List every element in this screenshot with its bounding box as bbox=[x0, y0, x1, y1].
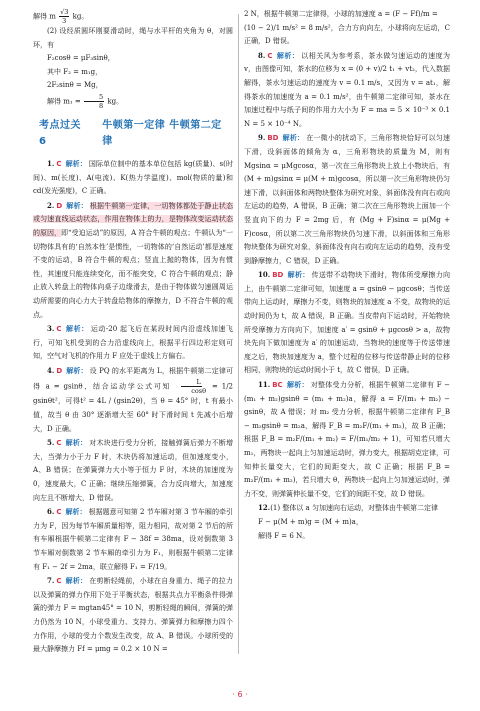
answer-letter: BC bbox=[272, 381, 283, 390]
answer-item bbox=[33, 505, 233, 574]
answer-letter: C bbox=[56, 577, 62, 586]
question-number: 3. bbox=[47, 324, 55, 334]
analysis-label: 解析： bbox=[282, 134, 305, 143]
question-number: 7. bbox=[47, 576, 55, 586]
section-label: 考点过关 6 bbox=[39, 119, 81, 147]
section-topic: 牛顿第一定律 牛顿第二定律 bbox=[102, 119, 222, 147]
analysis-label: 解析： bbox=[65, 325, 89, 334]
question-number: 2. bbox=[47, 200, 55, 210]
equation: 2F₂sinθ = Mg， bbox=[47, 81, 103, 90]
question-number: 5. bbox=[47, 438, 55, 448]
analysis-label: 解析： bbox=[65, 159, 87, 168]
equation: F − μ(M + m)g = (M + m)a， bbox=[258, 517, 363, 526]
text: kg。 bbox=[72, 12, 89, 21]
denominator: 3 bbox=[62, 17, 67, 25]
analysis-text: (1) 整体以 a 匀加速向右运动，对整体由牛顿第二定律 bbox=[270, 504, 438, 513]
answer-letter: C bbox=[267, 51, 273, 60]
answer-item bbox=[33, 574, 233, 657]
analysis-text: 对木块进行受力分析，接触弹簧后弹力不断增大，当弹力小于力 F 时，木块仍将加速运动，但加速度变小，A、B 错误；在弹簧弹力大小等于恒力 F 时，木块的加速度为 0，速度最大，C 正确；继续压缩弹簧，合力反向增大，加速度向左且不断增大，D 错误。 bbox=[33, 439, 234, 502]
question-number: 10. bbox=[258, 270, 271, 280]
answer-letter: C bbox=[56, 325, 62, 334]
answer-item bbox=[244, 378, 450, 501]
answer-item bbox=[244, 131, 450, 268]
right-column bbox=[244, 8, 450, 543]
analysis-text: 在一微小的扰动下，三角形物块恰好可以匀速下滑，设斜面体的倾角为 α，三角形物块的质量为 M，则有 Mgsinα = μMgcosα，第一次在三角形物块上放上小物块后，有 (M + m)gsinα = μ(M + m)gcosα，所以第一次三角形物块仍匀速下滑，以斜面体和两物块整体为研究对象，斜面体没有向右或向左运动的趋势，A 错误，B 正确；第二次在三角形物块上面加一个竖直向下的力 F = 2mg 后，有 (Mg + F)sinα = μ(Mg + F)cosα，所以第二次三角形物块仍匀速下滑，以斜面体和三角形物块整体为研究对象，斜面体没有向右或向左运动的趋势，没有受到静摩擦力，C 错误，D 正确。 bbox=[244, 134, 451, 265]
text: 解得 m bbox=[33, 12, 56, 21]
analysis-text: t² = 4L / (gsin2θ)，当 θ = 45° 时，t 有最小值，故当 θ 由 30° 逐渐增大至 60° 时下滑时间 t 先减小后增大，D 正确。 bbox=[33, 397, 233, 433]
denominator: 8 bbox=[98, 101, 104, 110]
numerator: √3 bbox=[60, 8, 69, 16]
highlighted-text: 根据牛顿第一定律，一切物体都处于静止状态或匀速直线运动状态，作用在物体上的力，是物体改变运动状态的原因， bbox=[33, 201, 234, 237]
question-number: 6. bbox=[47, 507, 55, 517]
solution-line bbox=[33, 93, 233, 110]
analysis-label: 解析： bbox=[66, 201, 88, 210]
analysis-text: 设 PQ 的水平距离为 L，根据牛顿第二定律可得 a = gsinθ，结合运动学公式可知 bbox=[33, 366, 233, 391]
analysis-text: 在剪断轻绳前，小球在自身重力、绳子的拉力以及弹簧的弹力作用下处于平衡状态，根据共点力平衡条件得弹簧的弹力 F = mgtan45° = 10 N，剪断轻绳的瞬间，弹簧的弹力仍然为 10 N，小球受重力、支持力、弹簧弹力和摩擦力四个力作用，小球的受力个数发生改变，故 A、B 错误。小球所受的最大静摩擦力 Ff = μmg = 0.2 × 10 N = bbox=[33, 577, 234, 654]
analysis-label: 解析： bbox=[65, 439, 88, 448]
question-number: 4. bbox=[47, 365, 55, 375]
analysis-label: 解析： bbox=[65, 508, 87, 517]
left-column bbox=[33, 8, 233, 657]
paragraph: (10 − 2)/1 m/s² = 8 m/s²，合力方向向左，小球将向左运动，C 正确，D 错误。 bbox=[244, 23, 450, 46]
equation-text: = 1/2 gsinθt²，可得 bbox=[33, 382, 234, 406]
question-number: 11. bbox=[258, 380, 271, 390]
page-number: · 6 · bbox=[232, 690, 248, 699]
fraction bbox=[176, 378, 207, 395]
equation: 解得 F = 6 N。 bbox=[258, 531, 310, 540]
analysis-label: 解析： bbox=[276, 51, 300, 60]
numerator: 5 bbox=[84, 93, 104, 102]
question-number: 9. bbox=[258, 133, 266, 143]
answer-item bbox=[33, 436, 233, 505]
answer-item bbox=[33, 322, 233, 364]
fraction bbox=[84, 93, 104, 110]
analysis-text: 运动-20 起飞后在某段时间内沿虚线加速飞行，可知飞机受到的合力沿虚线向上，根据平行四边形定则可知，空气对飞机的作用力 F 应处于虚线上方偏右。 bbox=[33, 325, 233, 361]
question-number: 12. bbox=[258, 503, 271, 513]
numerator: L bbox=[181, 378, 201, 387]
text: kg。 bbox=[107, 97, 124, 106]
question-number: 1. bbox=[47, 158, 55, 168]
column-divider bbox=[238, 14, 239, 654]
answer-letter: C bbox=[56, 159, 62, 168]
text: 解得 m₁ = bbox=[47, 97, 83, 106]
paragraph: 2 N，根据牛顿第二定律得，小球的加速度 a = (F − Ff)/m = bbox=[244, 10, 438, 18]
answer-letter: D bbox=[56, 201, 63, 210]
answer-item bbox=[33, 364, 233, 436]
analysis-label: 解析： bbox=[66, 366, 88, 375]
answer-letter: C bbox=[56, 508, 62, 517]
analysis-text: 根据题意可知第 2 节车厢对第 3 节车厢的牵引力为 F，因为每节车厢质量相等，阻力相同，故对第 2 节后的所有车厢根据牛顿第二定律有 F − 38f = 38ma，设对倒数第 3 节车厢对倒数第 2 节车厢的牵引力为 F₁，则根据牛顿第二定律有 F₁ − 2f = 2ma，联立解得 F₁ = F/19。 bbox=[33, 508, 234, 571]
answer-item bbox=[244, 501, 450, 516]
solution-line bbox=[33, 8, 233, 25]
equation: F₂cosθ = μF₃sinθ， bbox=[47, 54, 115, 63]
analysis-text: 传送带不动物块下滑时，物体所受摩擦力向上，由牛顿第二定律可知，加速度 a = gsinθ − μgcosθ；当传送带向上运动时，摩擦力不变，则物块的加速度 a 不变，故物块的运动时间仍为 t，故 A 错误，B 正确。当皮带向下运动时，开始物块所受摩擦力方向向下，加速度 a′ = gsinθ + μgcosθ > a，故物块先向下做加速度为 a′ 的加速运动，当物块的速度等于传送带速度之后，物块加速度为 a，整个过程的位移与传送带静止时的位移相同，则物块的运动时间小于 t，故 C 错误，D 正确。 bbox=[244, 271, 451, 375]
analysis-label: 解析： bbox=[287, 271, 310, 280]
answer-item bbox=[244, 268, 450, 378]
analysis-label: 解析： bbox=[65, 577, 88, 586]
denominator: cosθ bbox=[191, 387, 207, 396]
analysis-label: 解析： bbox=[286, 381, 309, 390]
paragraph: (2) 设经质圆环刚要滑动时，绳与水平杆的夹角为 θ，对圆环，有 bbox=[33, 27, 233, 49]
analysis-text: 即“受迫运动”的原因，A 符合牛顿的观点；牛顿认为“一切物体具有的‘自然本性’是惯性，一切物体的‘自然运动’都是速度不变的运动，B 符合牛顿的观点；竖直上抛的物体，因为有惯性，其速度只能连续变化，而不能突变，C 符合牛顿的观点；静止放入转盘上的物体向桌子边缘滑去，是由于物体做匀速圆周运动所需要的向心力大于转盘给物体的摩擦力，D 不符合牛顿的观点。 bbox=[33, 228, 234, 319]
section-title bbox=[33, 118, 233, 150]
answer-letter: BD bbox=[272, 271, 284, 280]
analysis-text: 国际单位制中的基本单位包括 kg(质量)、s(时间)、m(长度)、A(电流)、K(热力学温度)、mol(物质的量)和 cd(发光强度)，C 正确。 bbox=[33, 159, 233, 196]
answer-letter: D bbox=[56, 366, 63, 375]
analysis-text: 以相关风为参考系，茶水做匀速运动的速度为 v，由图像可知，茶水的位移为 x = (0 + v)/2 t₁ + vt₂，代入数据解得，茶水匀速运动的速度为 v = 0.1 m/s，又因为 v = at₁，解得茶水的加速度为 a = 0.1 m/s²，由牛顿第二定律可知，茶水在加速过程中与纸子间的作用力大小为 F = ma = 5 × 10⁻³ × 0.1 N = 5 × 10⁻⁴ N。 bbox=[244, 51, 451, 128]
fraction bbox=[59, 8, 69, 25]
answer-item bbox=[33, 157, 233, 199]
equation: 其中 F₂ = m₁g， bbox=[47, 67, 103, 76]
answer-letter: BD bbox=[267, 134, 279, 143]
answer-item bbox=[33, 199, 233, 322]
answer-letter: C bbox=[56, 439, 62, 448]
answer-item bbox=[244, 49, 450, 132]
question-number: 8. bbox=[258, 50, 266, 60]
analysis-text: 对整体受力分析，根据牛顿第二定律有 F − (m₁ + m₂)gsinθ = (m₁ + m₂)a，解得 a = F/(m₁ + m₂) − gsinθ，故 A 错误；对 m₂ 受力分析，根据牛顿第二定律有 F_B − m₂gsinθ = m₂a，解得 F_B = m₂F/(m₁ + m₂)，故 B 正确；根据 F_B = m₂F/(m₁ + m₂) = F/(m₁/m₂ + 1)，可知若只增大 m₁，两物块一起向上匀加速运动时，弹力变大，根据胡克定律，可知伸长量变大，它们的间距变大，故 C 正确；根据 F_B = m₂F/(m₁ + m₂)，若只增大 θ，两物块一起向上匀加速运动时，弹力不变，则弹簧伸长量不变，它们的间距不变，故 D 错误。 bbox=[244, 381, 451, 498]
